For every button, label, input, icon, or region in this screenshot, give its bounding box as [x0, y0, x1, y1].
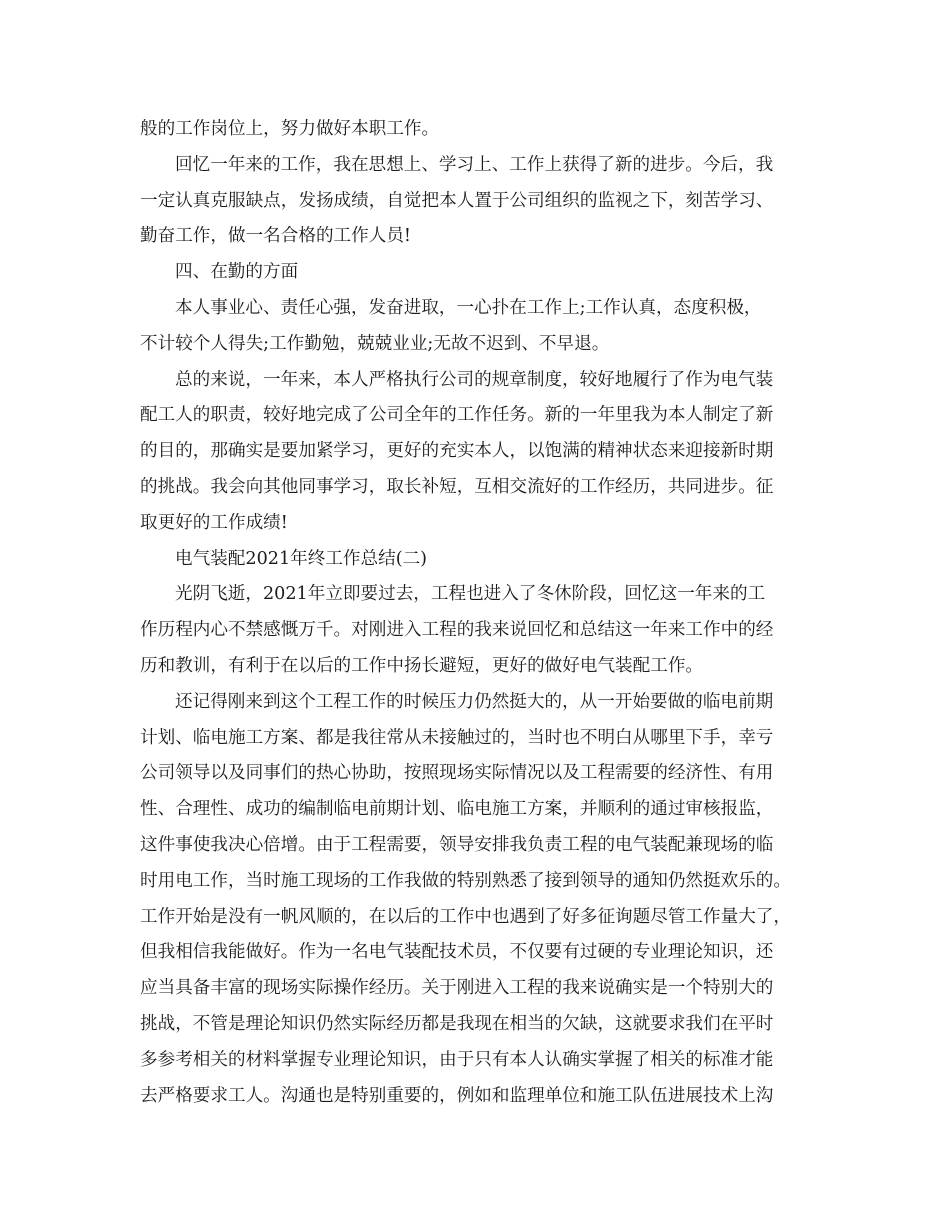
text-line: 时用电工作，当时施工现场的工作我做的特别熟悉了接到领导的通知仍然挺欢乐的。: [140, 870, 791, 891]
text-line: 的挑战。我会向其他同事学习，取长补短，互相交流好的工作经历，共同进步。征: [140, 476, 774, 497]
text-line: 本人事业心、责任心强，发奋进取，一心扑在工作上;工作认真，态度积极，: [175, 297, 762, 318]
text-line: 不计较个人得失;工作勤勉，兢兢业业;无故不迟到、不早退。: [140, 333, 610, 354]
text-line: 工作开始是没有一帆风顺的，在以后的工作中也遇到了好多征询题尽管工作量大了，: [140, 906, 791, 927]
text-line: 去严格要求工人。沟通也是特别重要的，例如和监理单位和施工队伍进展技术上沟: [140, 1085, 774, 1106]
text-line: 作历程内心不禁感慨万千。对刚进入工程的我来说回忆和总结这一年来工作中的经: [140, 620, 774, 641]
text-line: 公司领导以及同事们的热心协助，按照现场实际情况以及工程需要的经济性、有用: [140, 763, 774, 784]
text-line: 挑战，不管是理论知识仍然实际经历都是我现在相当的欠缺，这就要求我们在平时: [140, 1013, 774, 1034]
text-line: 的目的，那确实是要加紧学习，更好的充实本人，以饱满的精神状态来迎接新时期: [140, 441, 774, 462]
text-line: 回忆一年来的工作，我在思想上、学习上、工作上获得了新的进步。今后，我: [175, 154, 774, 175]
text-line: 还记得刚来到这个工程工作的时候压力仍然挺大的，从一开始要做的临电前期: [175, 691, 774, 712]
text-line: 配工人的职责，较好地完成了公司全年的工作任务。新的一年里我为本人制定了新: [140, 405, 774, 426]
text-line: 四、在勤的方面: [175, 262, 299, 283]
text-line: 性、合理性、成功的编制临电前期计划、临电施工方案，并顺利的通过审核报监，: [140, 799, 774, 820]
text-line: 但我相信我能做好。作为一名电气装配技术员，不仅要有过硬的专业理论知识，还: [140, 942, 774, 963]
text-line: 勤奋工作，做一名合格的工作人员!: [140, 226, 411, 247]
text-line: 电气装配2021年终工作总结(二): [175, 548, 428, 569]
text-line: 应当具备丰富的现场实际操作经历。关于刚进入工程的我来说确实是一个特别大的: [140, 978, 774, 999]
text-line: 取更好的工作成绩!: [140, 512, 288, 533]
text-line: 计划、临电施工方案、都是我往常从未接触过的，当时也不明白从哪里下手，幸亏: [140, 727, 774, 748]
text-line: 总的来说，一年来，本人严格执行公司的规章制度，较好地履行了作为电气装: [175, 369, 774, 390]
text-line: 这件事使我决心倍增。由于工程需要，领导安排我负责工程的电气装配兼现场的临: [140, 834, 774, 855]
text-line: 光阴飞逝，2021年立即要过去，工程也进入了冬休阶段，回忆这一年来的工: [175, 584, 766, 605]
document-body: [140, 112, 830, 1114]
text-line: 多参考相关的材料掌握专业理论知识，由于只有本人认确实掌握了相关的标准才能: [140, 1049, 774, 1070]
text-line: 一定认真克服缺点，发扬成绩，自觉把本人置于公司组织的监视之下，刻苦学习、: [140, 190, 774, 211]
text-line: 般的工作岗位上，努力做好本职工作。: [140, 119, 440, 139]
text-line: 历和教训，有利于在以后的工作中扬长避短，更好的做好电气装配工作。: [140, 655, 704, 676]
